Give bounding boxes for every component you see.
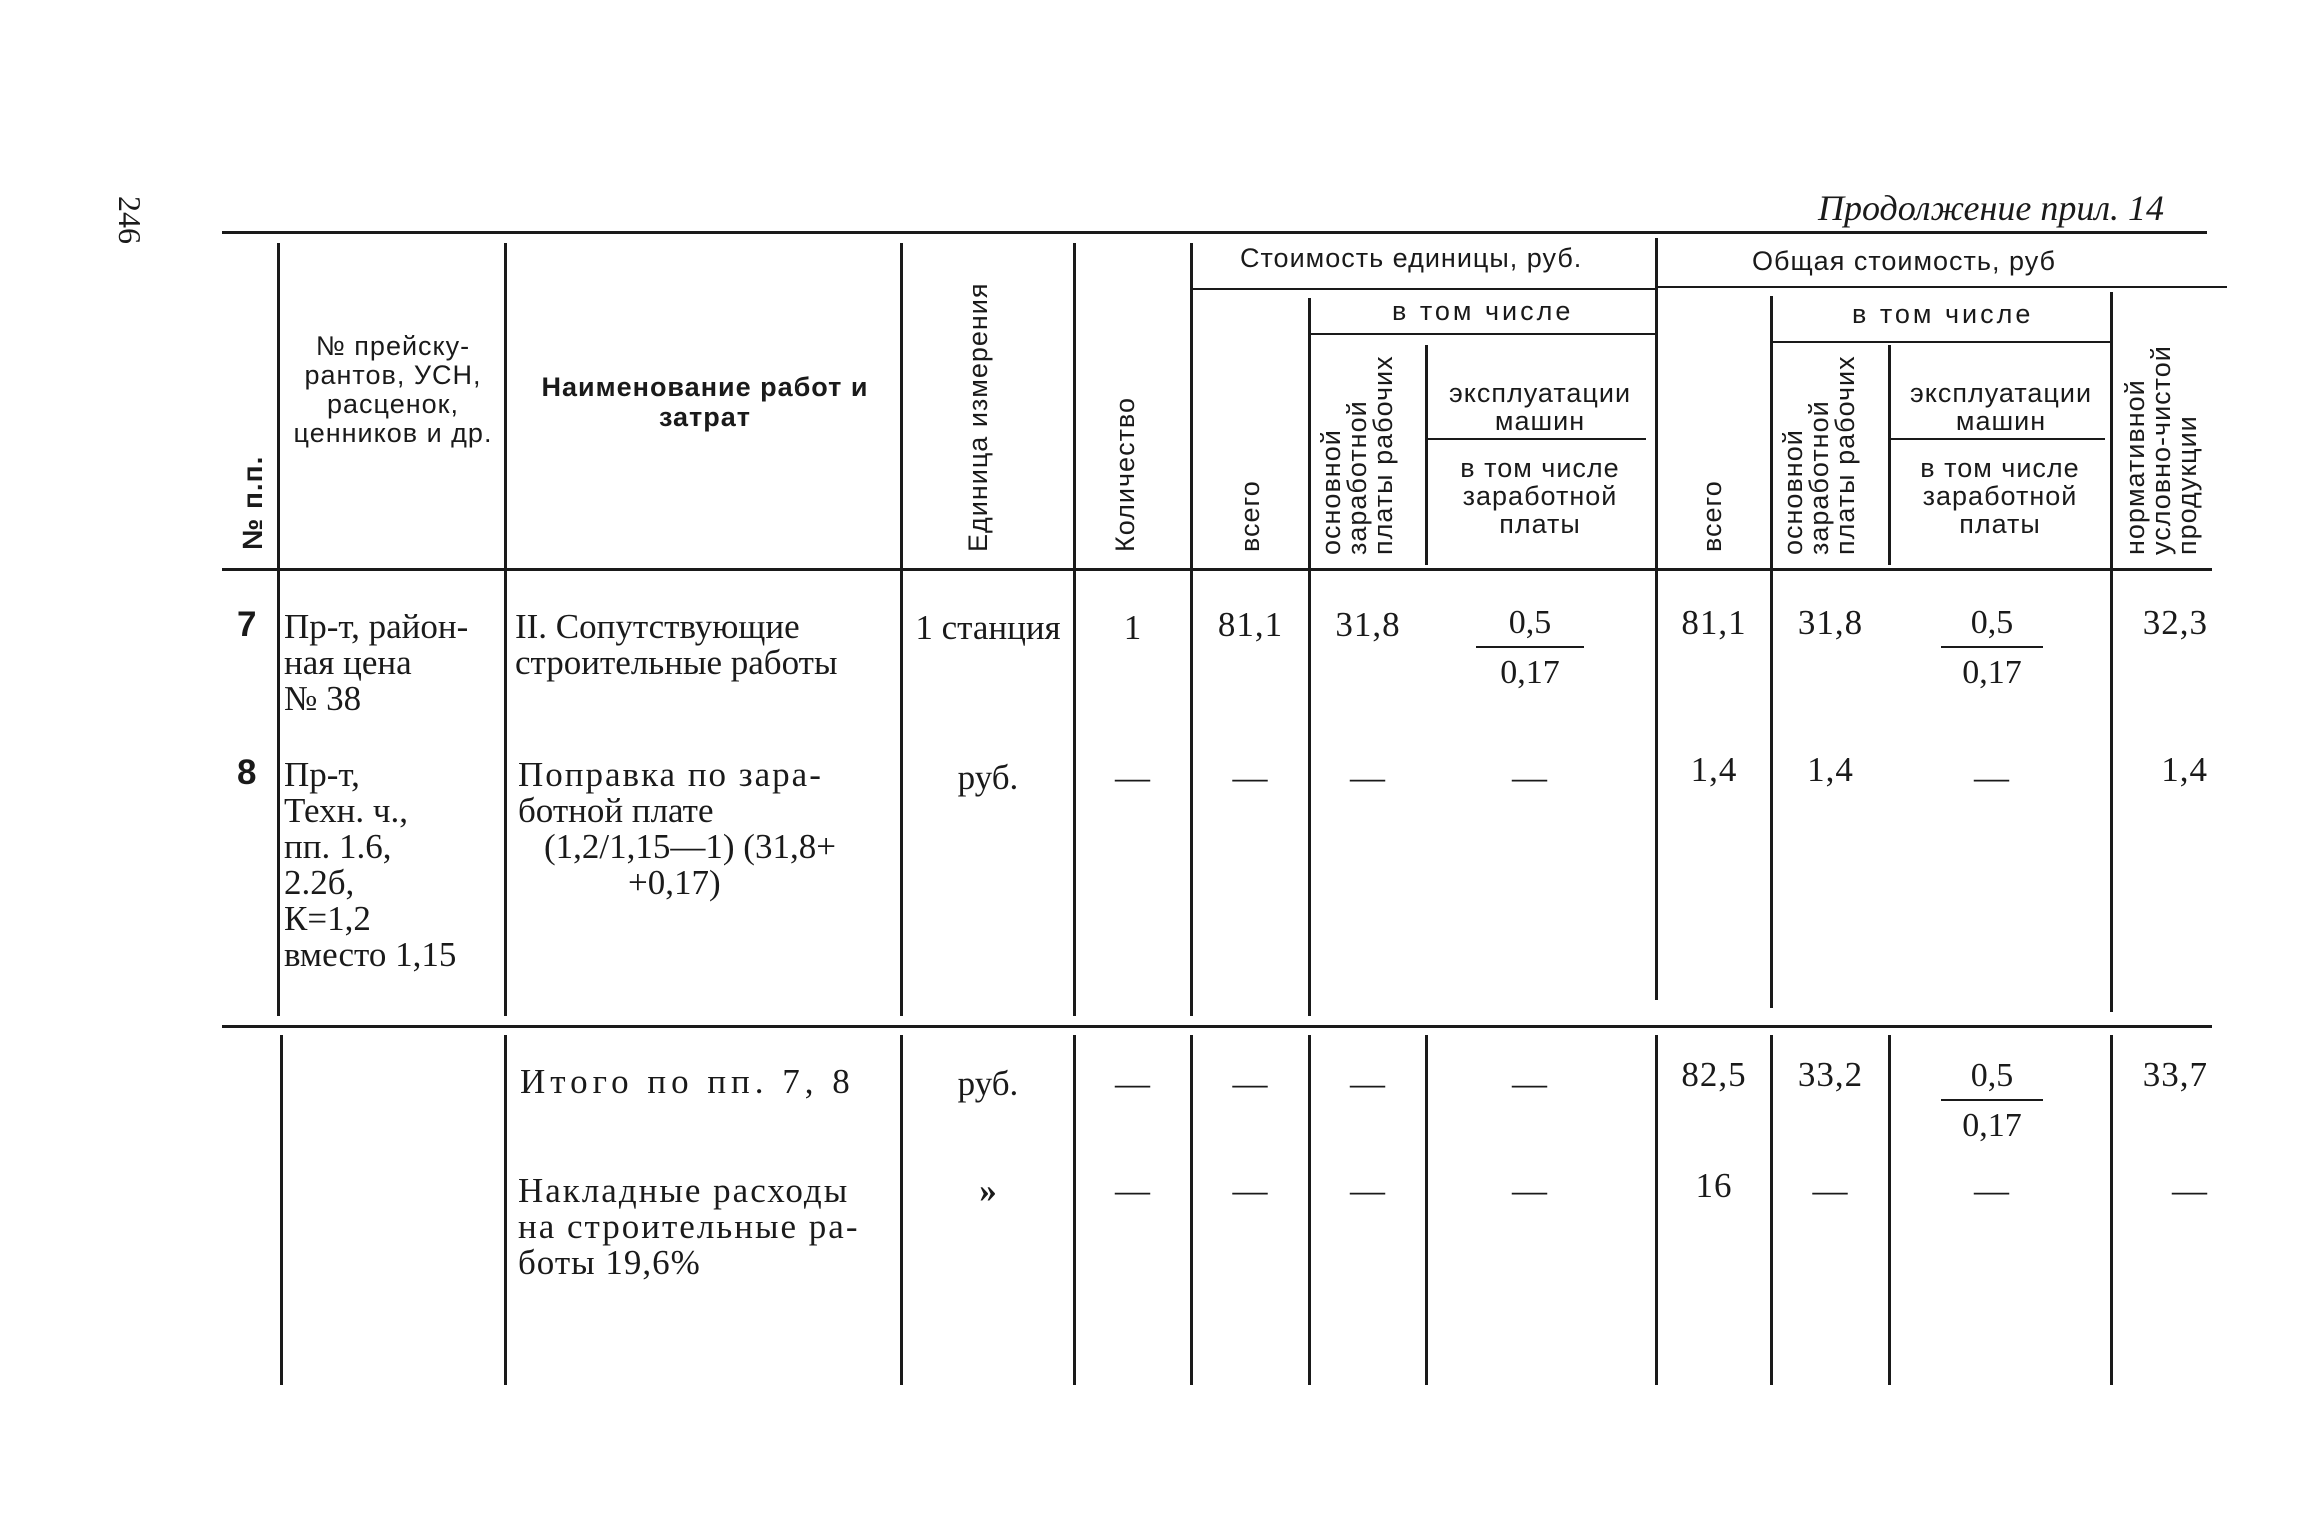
row-name-line: +0,17): [628, 863, 721, 902]
row-name: [515, 609, 837, 681]
row-price-line: Пр-т,: [284, 755, 360, 794]
fraction-top: 0,5: [1508, 604, 1552, 641]
row-price: [284, 609, 468, 717]
vline-t1: [280, 1035, 283, 1385]
overhead-total-wage: —: [1812, 1171, 1849, 1210]
row-unit-wage: 31,8: [1335, 605, 1401, 644]
overhead-name-line: Накладные расходы: [518, 1171, 850, 1210]
row-price-line: № 38: [284, 679, 362, 718]
header-unit-all: всего: [1235, 480, 1265, 552]
row-qty: —: [1115, 758, 1151, 797]
vline-7: [1425, 345, 1428, 565]
row-price-line: 2.2б,: [284, 863, 355, 902]
row-unit-all: —: [1232, 758, 1269, 797]
header-total-all: всего: [1697, 480, 1727, 552]
header-unit-machines: эксплуатации машин: [1448, 378, 1632, 436]
overhead-unit-machines: —: [1512, 1171, 1548, 1210]
vline-2: [504, 243, 507, 1016]
row-price-line: вместо 1,15: [284, 935, 457, 974]
overhead-unit-all: —: [1232, 1171, 1269, 1210]
header-unit-base-wage: основной заработной платы рабочих: [1316, 355, 1398, 555]
fraction-bar: [1476, 646, 1584, 648]
fraction-top: 0,5: [1970, 604, 2014, 641]
row-normative: 1,4: [2161, 750, 2208, 789]
header-col-num: № п.п.: [237, 455, 268, 550]
total-total-wage: 33,2: [1797, 1055, 1864, 1094]
page-number: [111, 196, 148, 244]
overhead-name-line: боты 19,6%: [518, 1243, 701, 1282]
row-unit-machines: —: [1512, 758, 1548, 797]
rule-unit-incl-sub: [1308, 333, 1656, 335]
overhead-total-machines: —: [1974, 1171, 2010, 1210]
row-total-wage: 1,4: [1807, 750, 1854, 789]
vline-11: [2110, 292, 2113, 1012]
overhead-unit-wage: —: [1350, 1171, 1386, 1210]
row-name-line: (1,2/1,15—1) (31,8+: [544, 827, 836, 866]
row-name-line: II. Сопутствующие: [515, 607, 800, 646]
row-name-line: ботной плате: [518, 791, 714, 830]
row-unit: руб.: [957, 758, 1019, 797]
overhead-normative: —: [2172, 1171, 2208, 1210]
vline-t2: [504, 1035, 507, 1385]
row-price-line: Техн. ч.,: [284, 791, 408, 830]
fraction-bar: [1941, 1099, 2043, 1101]
header-total-base-wage: основной заработной платы рабочих: [1778, 355, 1860, 555]
header-col-price: № прейску-рантов, УСН, расценок, ценников и др.: [293, 331, 493, 448]
rule-header-bottom: [222, 568, 2212, 571]
total-total-machines: [1932, 1059, 2052, 1143]
header-unit-incl-wage: в том числе заработной платы: [1460, 453, 1620, 539]
row-unit-machines: [1470, 606, 1590, 690]
row-price-line: К=1,2: [284, 899, 371, 938]
row-num: 7: [237, 605, 258, 644]
vline-1: [277, 243, 280, 1016]
row-unit-wage: —: [1350, 758, 1386, 797]
row-name: [518, 757, 836, 901]
row-unit: 1 станция: [915, 608, 1061, 647]
header-col-unit: Единица измерения: [963, 282, 993, 552]
rule-unit-mach-sub: [1428, 438, 1646, 440]
rule-unit-cost-sub: [1190, 288, 1657, 290]
fraction-bottom: 0,17: [1962, 1107, 2022, 1144]
continuation-caption: Продолжение прил. 14: [1818, 188, 2165, 228]
total-unit-all: —: [1232, 1064, 1269, 1103]
page-number-text: 246: [112, 196, 148, 244]
row-price-line: Пр-т, район-: [284, 607, 469, 646]
rule-top: [222, 231, 2207, 234]
fraction-bottom: 0,17: [1500, 654, 1560, 691]
overhead-name-line: на строительные ра-: [518, 1207, 860, 1246]
row-total-machines: [1932, 606, 2052, 690]
fraction-bottom: 0,17: [1962, 654, 2022, 691]
total-total-all: 82,5: [1681, 1055, 1747, 1094]
header-normative: нормативной условно-чистой продукции: [2120, 345, 2202, 555]
row-qty: 1: [1123, 608, 1143, 647]
overhead-qty: —: [1115, 1171, 1151, 1210]
total-unit-machines: —: [1512, 1064, 1548, 1103]
vline-10: [1888, 345, 1891, 565]
row-unit-all: 81,1: [1217, 605, 1284, 644]
vline-t10: [1888, 1035, 1891, 1385]
total-name: Итого по пп. 7, 8: [520, 1062, 855, 1101]
total-normative: 33,7: [2142, 1055, 2208, 1094]
rule-totals-top: [222, 1025, 2212, 1028]
rule-total-cost-sub: [1655, 286, 2227, 288]
header-col-qty: Количество: [1110, 397, 1140, 552]
vline-9: [1770, 296, 1773, 1008]
rule-total-mach-sub: [1890, 438, 2105, 440]
vline-t7: [1425, 1035, 1428, 1385]
row-price: [284, 757, 456, 973]
total-unit: руб.: [957, 1064, 1019, 1103]
overhead-name: [518, 1173, 859, 1281]
row-num: 8: [237, 753, 258, 792]
row-total-all: 1,4: [1690, 750, 1738, 789]
header-unit-incl: в том числе: [1392, 296, 1574, 326]
rule-total-incl-sub: [1772, 341, 2110, 343]
row-total-all: 81,1: [1681, 603, 1747, 642]
total-qty: —: [1115, 1064, 1151, 1103]
fraction-top: 0,5: [1970, 1057, 2014, 1094]
row-name-line: строительные работы: [515, 643, 838, 682]
row-normative: 32,3: [2142, 603, 2208, 642]
fraction-bar: [1941, 646, 2043, 648]
row-price-line: ная цена: [284, 643, 412, 682]
row-price-line: пп. 1.6,: [284, 827, 392, 866]
header-total-incl: в том числе: [1852, 299, 2034, 329]
vline-6: [1308, 298, 1311, 1016]
header-col-name: Наименование работ и затрат: [541, 372, 869, 432]
overhead-total-all: 16: [1695, 1166, 1733, 1205]
overhead-unit: »: [979, 1171, 997, 1210]
header-total-incl-wage: в том числе заработной платы: [1920, 453, 2080, 539]
row-total-machines: —: [1974, 758, 2010, 797]
total-unit-wage: —: [1350, 1064, 1386, 1103]
header-total-machines: эксплуатации машин: [1909, 378, 2093, 436]
header-total-cost: Общая стоимость, руб: [1752, 246, 2056, 276]
row-name-line: Поправка по зара-: [518, 755, 823, 794]
row-total-wage: 31,8: [1797, 603, 1864, 642]
header-unit-cost: Стоимость единицы, руб.: [1240, 243, 1583, 273]
